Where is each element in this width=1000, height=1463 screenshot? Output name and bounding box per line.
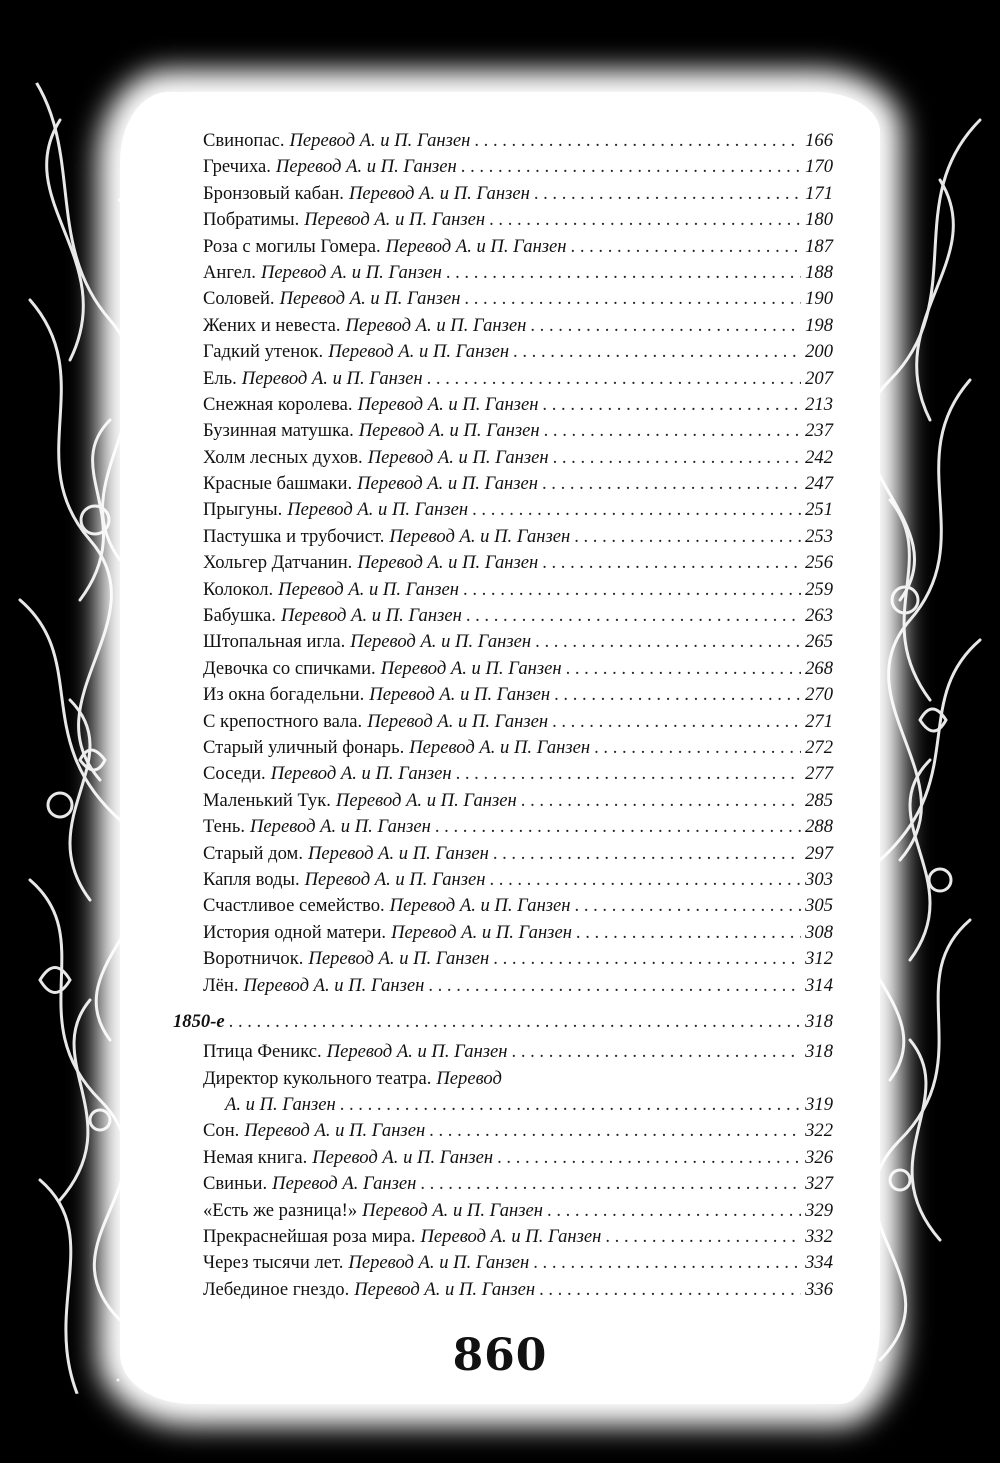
- entry-title: Ангел.: [203, 261, 256, 283]
- entry-title: Побратимы.: [203, 209, 300, 231]
- entry-title: Лебединое гнездо.: [203, 1278, 350, 1300]
- dot-leader: [229, 1009, 801, 1035]
- toc-entry: [203, 471, 833, 497]
- entry-title: Свиньи.: [203, 1173, 268, 1195]
- entry-page: 180: [805, 209, 833, 231]
- entry-translation: Перевод А. и П. Ганзен: [241, 367, 423, 389]
- dot-leader: [544, 418, 802, 444]
- dot-leader: [542, 550, 801, 576]
- toc-entry: [203, 550, 833, 576]
- dot-leader: [554, 682, 801, 708]
- entry-translation: Перевод А. и П. Ганзен: [367, 710, 549, 732]
- entry-title: Лён.: [203, 974, 239, 996]
- entry-translation: Перевод А. и П. Ганзен: [357, 393, 539, 415]
- entry-page: 270: [805, 684, 833, 706]
- toc-entry: [203, 1039, 833, 1065]
- toc-entry: [203, 629, 833, 655]
- dot-leader: [552, 709, 801, 735]
- toc-entry: [203, 603, 833, 629]
- section-heading-1850s: [173, 1009, 833, 1035]
- entry-title: Соловей.: [203, 288, 275, 310]
- entry-page: 251: [805, 499, 833, 521]
- entry-page: 198: [805, 314, 833, 336]
- dot-leader: [340, 1092, 801, 1118]
- toc-entry: [203, 1171, 833, 1197]
- toc-entry: [203, 577, 833, 603]
- dot-leader: [547, 1198, 801, 1224]
- entry-page: 256: [805, 552, 833, 574]
- entry-translation: Перевод А. и П. Ганзен: [362, 1199, 544, 1221]
- dot-leader: [513, 339, 801, 365]
- toc-entry: [203, 286, 833, 312]
- dot-leader: [605, 1224, 801, 1250]
- entry-translation: Перевод А. и П. Ганзен: [357, 552, 539, 574]
- entry-title: Бабушка.: [203, 605, 276, 627]
- toc-entry: [203, 1277, 833, 1303]
- entry-title: Хольгер Датчанин.: [203, 552, 353, 574]
- dot-leader: [521, 788, 801, 814]
- entry-translation: Перевод А. и П. Ганзен: [275, 156, 457, 178]
- entry-page: 237: [805, 420, 833, 442]
- toc-entry: [203, 524, 833, 550]
- dot-leader: [435, 814, 801, 840]
- dot-leader: [535, 629, 801, 655]
- entry-title: Гречиха.: [203, 156, 271, 178]
- section-title: 1850-е: [173, 1010, 225, 1032]
- toc-entry: [203, 788, 833, 814]
- entry-page: 332: [805, 1226, 833, 1248]
- entry-translation: Перевод А. и П. Ганзен: [279, 288, 461, 310]
- entry-page: 334: [805, 1252, 833, 1274]
- entry-title: Воротничок.: [203, 948, 304, 970]
- toc-entry: [203, 761, 833, 787]
- entry-translation: Перевод А. и П. Ганзен: [260, 261, 442, 283]
- entry-translation: Перевод А. и П. Ганзен: [358, 420, 540, 442]
- entry-page: 297: [805, 842, 833, 864]
- entry-translation: Перевод А. и П. Ганзен: [278, 578, 460, 600]
- entry-title: Маленький Тук.: [203, 789, 331, 811]
- dot-leader: [566, 656, 802, 682]
- entry-page: 308: [805, 921, 833, 943]
- entry-translation: Перевод А. и П. Ганзен: [312, 1146, 494, 1168]
- entry-title: Бузинная матушка.: [203, 420, 354, 442]
- toc-entry: [203, 366, 833, 392]
- right-ornament: [860, 0, 1000, 1463]
- dot-leader: [427, 366, 801, 392]
- entry-title: Сон.: [203, 1120, 240, 1142]
- dot-leader: [574, 524, 801, 550]
- dot-leader: [530, 313, 801, 339]
- entry-title: Немая книга.: [203, 1146, 308, 1168]
- toc-group-2a: [203, 1039, 833, 1065]
- entry-page: 187: [805, 235, 833, 257]
- entry-translation: Перевод А. и П. Ганзен: [287, 499, 469, 521]
- entry-translation: Перевод А. и П. Ганзен: [280, 605, 462, 627]
- dot-leader: [474, 128, 801, 154]
- entry-translation: Перевод А. и П. Ганзен: [357, 473, 538, 495]
- entry-translation: Перевод А. и П. Ганзен: [304, 209, 486, 231]
- entry-title: Пастушка и трубочист.: [203, 525, 385, 547]
- dot-leader: [553, 445, 802, 471]
- dot-leader: [428, 973, 801, 999]
- toc-group-1: [203, 128, 833, 999]
- entry-translation: Перевод А. и П. Ганзен: [244, 1120, 426, 1142]
- entry-page: 288: [805, 816, 833, 838]
- entry-translation: Перевод А. и П. Ганзен: [348, 1252, 530, 1274]
- entry-title: Штопальная игла.: [203, 631, 346, 653]
- entry-page: 285: [805, 789, 833, 811]
- dot-leader: [534, 181, 801, 207]
- dot-leader: [571, 234, 802, 260]
- dot-leader: [493, 946, 801, 972]
- toc-entry: [203, 445, 833, 471]
- entry-page: 171: [805, 182, 833, 204]
- page-number: 860: [452, 1330, 548, 1381]
- dot-leader: [497, 1145, 801, 1171]
- entry-page: 327: [805, 1173, 833, 1195]
- entry-page: 190: [805, 288, 833, 310]
- entry-translation: Перевод А. и П. Ганзен: [391, 921, 572, 943]
- entry-title: Холм лесных духов.: [203, 446, 363, 468]
- toc-group-2b: [203, 1118, 833, 1303]
- entry-page: 263: [805, 605, 833, 627]
- toc-entry: [203, 339, 833, 365]
- toc-entry: [203, 260, 833, 286]
- entry-translation: Перевод А. и П. Ганзен: [420, 1226, 602, 1248]
- dot-leader: [420, 1171, 801, 1197]
- entry-translation: Перевод А. и П. Ганзен: [389, 895, 571, 917]
- entry-title: Девочка со спичками.: [203, 657, 376, 679]
- toc-entry: [203, 682, 833, 708]
- entry-translation: Перевод А. и П. Ганзен: [354, 1278, 536, 1300]
- entry-translation: Перевод: [436, 1067, 502, 1089]
- toc-entry: [203, 1118, 833, 1144]
- entry-translation: Перевод А. и П. Ганзен: [380, 657, 562, 679]
- dot-leader: [489, 867, 801, 893]
- entry-page: 247: [805, 473, 833, 495]
- toc-entry: [203, 207, 833, 233]
- entry-translation: Перевод А. и П. Ганзен: [409, 736, 591, 758]
- toc-entry: [203, 973, 833, 999]
- dot-leader: [472, 497, 801, 523]
- toc-entry-director: [203, 1066, 833, 1119]
- entry-translation: Перевод А. и П. Ганзен: [328, 341, 510, 363]
- toc-entry: [203, 735, 833, 761]
- toc-entry: [203, 1145, 833, 1171]
- entry-title: Капля воды.: [203, 868, 300, 890]
- entry-title: Старый дом.: [203, 842, 303, 864]
- dot-leader: [446, 260, 801, 286]
- toc-entry: [203, 1198, 833, 1224]
- entry-translation: Перевод А. и П. Ганзен: [345, 314, 527, 336]
- toc-entry: [203, 656, 833, 682]
- toc-entry: [203, 418, 833, 444]
- entry-page: 312: [805, 948, 833, 970]
- toc-entry: [203, 313, 833, 339]
- entry-title: Соседи.: [203, 763, 266, 785]
- entry-translation: Перевод А. и П. Ганзен: [326, 1041, 508, 1063]
- entry-page: 268: [805, 657, 833, 679]
- entry-page: 305: [805, 895, 833, 917]
- entry-translation: Перевод А. и П. Ганзен: [389, 525, 571, 547]
- entry-page: 253: [805, 525, 833, 547]
- dot-leader: [464, 286, 801, 312]
- entry-title: Жених и невеста.: [203, 314, 341, 336]
- dot-leader: [533, 1250, 801, 1276]
- entry-translation: Перевод А. и П. Ганзен: [270, 763, 452, 785]
- dot-leader: [594, 735, 801, 761]
- toc-entry: [203, 128, 833, 154]
- toc-entry: [203, 154, 833, 180]
- entry-translation: Перевод А. Ганзен: [272, 1173, 417, 1195]
- entry-title: С крепостного вала.: [203, 710, 363, 732]
- entry-title: Бронзовый кабан.: [203, 182, 344, 204]
- dot-leader: [576, 920, 801, 946]
- entry-page: 213: [805, 393, 833, 415]
- entry-translation: Перевод А. и П. Ганзен: [369, 684, 551, 706]
- entry-title: Прыгуны.: [203, 499, 283, 521]
- entry-title: Тень.: [203, 816, 245, 838]
- entry-title: Роза с могилы Гомера.: [203, 235, 381, 257]
- toc-entry: [203, 814, 833, 840]
- entry-title: Ель.: [203, 367, 237, 389]
- entry-title: Через тысячи лет.: [203, 1252, 344, 1274]
- entry-page: 200: [805, 341, 833, 363]
- toc-entry: [203, 1224, 833, 1250]
- dot-leader: [429, 1118, 801, 1144]
- entry-title: История одной матери.: [203, 921, 387, 943]
- toc-entry: [203, 893, 833, 919]
- entry-translation: Перевод А. и П. Ганзен: [367, 446, 549, 468]
- entry-translation: Перевод А. и П. Ганзен: [289, 130, 471, 151]
- entry-translation: Перевод А. и П. Ганзен: [249, 816, 431, 838]
- toc-entry: [203, 867, 833, 893]
- entry-translation: Перевод А. и П. Ганзен: [308, 948, 490, 970]
- section-page: 318: [805, 1010, 833, 1032]
- entry-page: 318: [805, 1041, 833, 1063]
- entry-title: Из окна богадельни.: [203, 684, 365, 706]
- entry-title: Снежная королева.: [203, 393, 353, 415]
- dot-leader: [461, 154, 801, 180]
- entry-title: «Есть же разница!»: [203, 1199, 358, 1221]
- entry-page: 272: [805, 736, 833, 758]
- entry-page: 277: [805, 763, 833, 785]
- director-second-line: [203, 1092, 833, 1118]
- toc-entry: [203, 497, 833, 523]
- dot-leader: [489, 207, 801, 233]
- table-of-contents: [173, 128, 833, 1303]
- toc-entry: [203, 392, 833, 418]
- dot-leader: [512, 1039, 802, 1065]
- entry-title: Директор кукольного театра.: [203, 1067, 432, 1089]
- entry-title: Счастливое семейство.: [203, 895, 385, 917]
- entry-title: Колокол.: [203, 578, 274, 600]
- dot-leader: [466, 603, 801, 629]
- director-first-line: [203, 1066, 833, 1092]
- toc-entry: [203, 234, 833, 260]
- entry-translation: Перевод А. и П. Ганзен: [385, 235, 567, 257]
- entry-page: 259: [805, 578, 833, 600]
- toc-entry: [203, 920, 833, 946]
- entry-translation: Перевод А. и П. Ганзен: [350, 631, 532, 653]
- entry-page: 314: [805, 974, 833, 996]
- entry-page: 265: [805, 631, 833, 653]
- entry-title: Старый уличный фонарь.: [203, 736, 405, 758]
- dot-leader: [542, 392, 801, 418]
- toc-entry: [203, 841, 833, 867]
- dot-leader: [493, 841, 801, 867]
- dot-leader: [539, 1277, 801, 1303]
- entry-page: 326: [805, 1146, 833, 1168]
- entry-page: 303: [805, 868, 833, 890]
- entry-title: Птица Феникс.: [203, 1041, 322, 1063]
- entry-translation-cont: А. и П. Ганзен: [225, 1094, 336, 1116]
- entry-translation: Перевод А. и П. Ганзен: [348, 182, 530, 204]
- entry-translation: Перевод А. и П. Ганзен: [243, 974, 425, 996]
- dot-leader: [542, 471, 801, 497]
- entry-page: 207: [805, 367, 833, 389]
- entry-title: Прекраснейшая роза мира.: [203, 1226, 416, 1248]
- toc-entry: [203, 709, 833, 735]
- entry-page: 271: [805, 710, 833, 732]
- toc-entry: [203, 1250, 833, 1276]
- toc-entry: [203, 181, 833, 207]
- entry-translation: Перевод А. и П. Ганзен: [307, 842, 489, 864]
- dot-leader: [575, 893, 802, 919]
- entry-title: Красные башмаки.: [203, 473, 353, 495]
- dot-leader: [463, 577, 801, 603]
- entry-page: 170: [805, 156, 833, 178]
- entry-page: 166: [805, 130, 833, 151]
- entry-translation: Перевод А. и П. Ганзен: [304, 868, 486, 890]
- entry-page: 329: [805, 1199, 833, 1221]
- entry-page: 188: [805, 261, 833, 283]
- entry-page: 319: [805, 1094, 833, 1116]
- entry-page: 322: [805, 1120, 833, 1142]
- toc-entry: [203, 946, 833, 972]
- entry-page: 336: [805, 1278, 833, 1300]
- entry-page: 242: [805, 446, 833, 468]
- entry-title: Гадкий утенок.: [203, 341, 324, 363]
- entry-title: Свинопас.: [203, 130, 285, 151]
- dot-leader: [456, 761, 802, 787]
- entry-translation: Перевод А. и П. Ганзен: [335, 789, 517, 811]
